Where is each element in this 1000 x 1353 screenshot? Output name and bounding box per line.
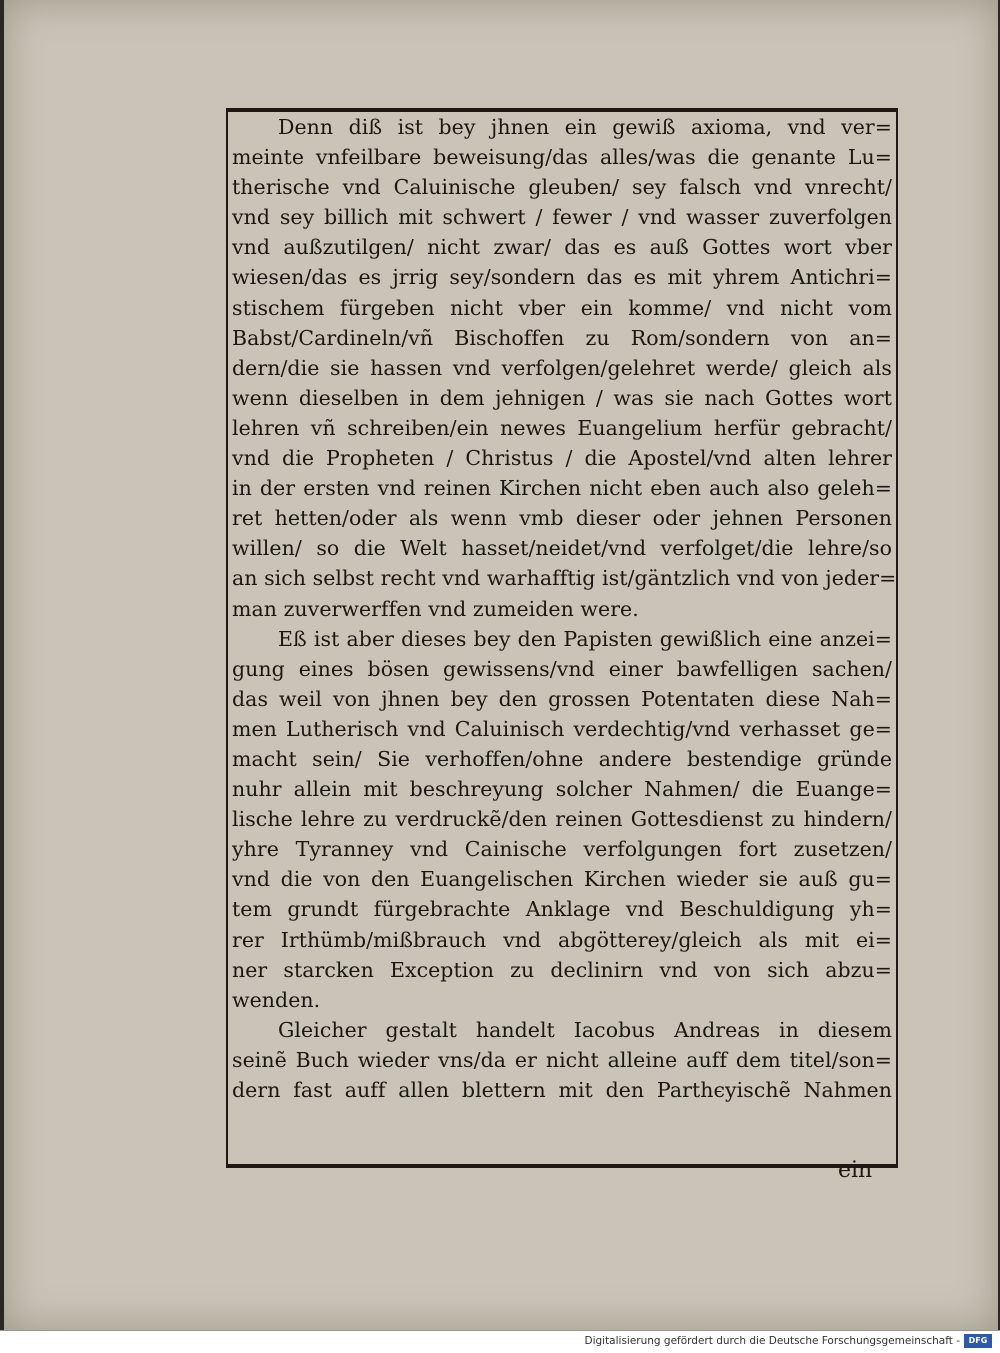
text-line: macht sein/ Sie verhoffen/ohne andere bestendige gründe — [232, 746, 892, 771]
dfg-logo-icon: DFG — [964, 1334, 992, 1348]
text-line: meinte vnfeilbare beweisung/das alles/was die genante Lu= — [232, 145, 892, 170]
text-line: in der ersten vnd reinen Kirchen nicht eben auch also geleh= — [232, 476, 892, 501]
text-line: wenden. — [232, 987, 321, 1012]
text-line: tem grundt fürgebrachte Anklage vnd Beschuldigung yh= — [232, 897, 892, 922]
text-line: yhre Tyranney vnd Cainische verfolgungen fort zusetzen/ — [232, 837, 892, 862]
text-line: vnd die Propheten / Christus / die Apostel/vnd alten lehrer — [232, 446, 892, 471]
text-line: vnd die von den Euangelischen Kirchen wieder sie auß gu= — [232, 867, 892, 892]
text-line: stischem fürgeben nicht vber ein komme/ vnd nicht vom — [232, 295, 892, 320]
text-line: Eß ist aber dieses bey den Papisten gewißlich eine anzei= — [278, 626, 892, 651]
text-line: seinẽ Buch wieder vns/da er nicht alleine auff dem titel/son= — [232, 1047, 892, 1072]
text-line: dern/die sie hassen vnd verfolgen/gelehret werde/ gleich als — [232, 355, 892, 380]
text-line: men Lutherisch vnd Caluinisch verdechtig/vnd verhasset ge= — [232, 716, 892, 741]
text-line: wenn dieselben in dem jehnigen / was sie nach Gottes wort — [232, 385, 892, 410]
text-line: man zuverwerffen vnd zumeiden were. — [232, 596, 639, 621]
funding-credit: Digitalisierung gefördert durch die Deutsche Forschungsgemeinschaft - — [584, 1335, 960, 1347]
text-line: wiesen/das es jrrig sey/sondern das es mit yhrem Antichri= — [232, 265, 892, 290]
footer-bar — [0, 1330, 1000, 1353]
text-line: an sich selbst recht vnd warhafftig ist/gäntzlich vnd von jeder= — [232, 566, 897, 591]
text-line: lische lehre zu verdruckẽ/den reinen Gottesdienst zu hindern/ — [232, 807, 892, 832]
page-text — [232, 112, 897, 1105]
text-line: therische vnd Caluinische gleuben/ sey falsch vnd vnrecht/ — [232, 175, 892, 200]
text-line: Gleicher gestalt handelt Iacobus Andreas in diesem — [278, 1017, 892, 1042]
text-line: rer Irthümb/mißbrauch vnd abgötterey/gleich als mit ei= — [232, 927, 892, 952]
text-line: ret hetten/oder als wenn vmb dieser oder jehnen Personen — [232, 506, 892, 531]
text-line: das weil von jhnen bey den grossen Potentaten diese Nah= — [232, 686, 892, 711]
text-line: willen/ so die Welt hasset/neidet/vnd verfolget/die lehre/so — [232, 536, 892, 561]
text-line: ner starcken Exception zu declinirn vnd von sich abzu= — [232, 957, 892, 982]
catchword: ein — [838, 1158, 873, 1183]
text-line: Babst/Cardineln/vñ Bischoffen zu Rom/sondern von an= — [232, 325, 892, 350]
text-line: lehren vñ schreiben/ein newes Euangelium herfür gebracht/ — [232, 415, 892, 440]
text-line: dern fast auff allen blettern mit den Parthєyischẽ Nahmen — [232, 1078, 892, 1102]
text-line: nuhr allein mit beschreyung solcher Nahmen/ die Euange= — [232, 777, 892, 802]
text-line: Denn diß ist bey jhnen ein gewiß axioma, vnd ver= — [278, 115, 892, 139]
text-line: vnd sey billich mit schwert / fewer / vnd wasser zuverfolgen — [232, 205, 892, 230]
text-line: vnd außzutilgen/ nicht zwar/ das es auß Gottes wort vber — [232, 235, 892, 260]
text-line: gung eines bösen gewissens/vnd einer bawfelligen sachen/ — [232, 656, 892, 681]
